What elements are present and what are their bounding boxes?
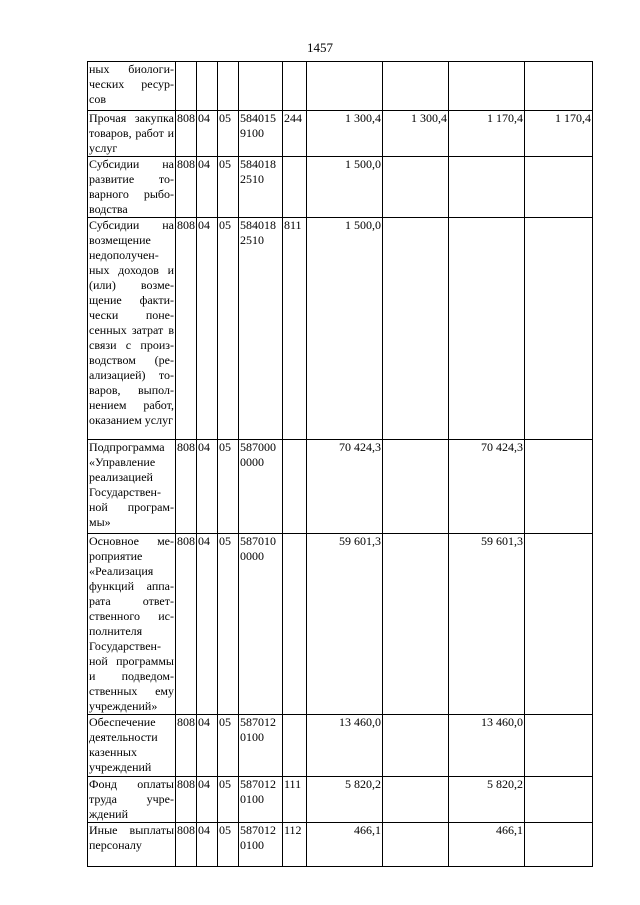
- target-article-code: 5870000000: [239, 440, 283, 534]
- target-article-code: [239, 62, 283, 111]
- section-code: 04: [197, 111, 218, 157]
- row-name: Субсидии на возмещение недополучен-ных доходов и (или) возме-щение факти-чески поне-сенных затрат в связи с произ-водством (ре-ализацией) то-варов, выпол-нением работ, оказанием услуг: [88, 218, 176, 440]
- amount-2: [383, 157, 449, 218]
- expense-type-code: [283, 534, 307, 715]
- admin-code: 808: [176, 823, 197, 867]
- amount-4: [525, 823, 593, 867]
- row-name: Основное ме-роприятие «Реализация функций аппа-рата ответ-ственного ис-полнителя Государствен-ной программы и подведом-ственных ему учреждений»: [89, 534, 174, 713]
- amount-3: 466,1: [449, 823, 525, 867]
- admin-code: 808: [176, 534, 197, 715]
- row-name: Прочая закупка товаров, работ и услуг: [89, 111, 174, 155]
- amount-2: [383, 440, 449, 534]
- subsection-code: 05: [218, 823, 239, 867]
- amount-3: 13 460,0: [449, 715, 525, 777]
- subsection-code: [218, 62, 239, 111]
- budget-table: [87, 61, 593, 867]
- subsection-code: 05: [218, 777, 239, 823]
- amount-2: 1 300,4: [383, 111, 449, 157]
- admin-code: 808: [176, 111, 197, 157]
- amount-1: 1 300,4: [307, 111, 383, 157]
- amount-1: 70 424,3: [307, 440, 383, 534]
- amount-3: 59 601,3: [449, 534, 525, 715]
- amount-4: [525, 534, 593, 715]
- amount-1: 466,1: [307, 823, 383, 867]
- section-code: 04: [197, 534, 218, 715]
- table-row: [88, 62, 593, 111]
- table-row: [88, 534, 593, 715]
- row-name: Обеспечение деятельности казенных учреждений: [88, 715, 176, 777]
- amount-1: 1 500,0: [307, 218, 383, 440]
- target-article-code: 5870120100: [239, 777, 283, 823]
- admin-code: 808: [176, 777, 197, 823]
- admin-code: [176, 62, 197, 111]
- amount-4: [525, 777, 593, 823]
- expense-type-code: 811: [283, 218, 307, 440]
- expense-type-code: [283, 715, 307, 777]
- target-article-code: 5870120100: [239, 823, 283, 867]
- admin-code: 808: [176, 218, 197, 440]
- amount-4: [525, 157, 593, 218]
- amount-4: [525, 218, 593, 440]
- amount-2: [383, 823, 449, 867]
- amount-1: 13 460,0: [307, 715, 383, 777]
- target-article-code: 5840159100: [239, 111, 283, 157]
- admin-code: 808: [176, 440, 197, 534]
- row-name: ных биологи-ческих ресур-сов: [88, 62, 176, 111]
- page-number: 1457: [307, 40, 333, 55]
- subsection-code: 05: [218, 218, 239, 440]
- row-name: Иные выплаты персоналу: [88, 823, 176, 867]
- expense-type-code: 111: [283, 777, 307, 823]
- amount-4: [525, 62, 593, 111]
- section-code: [197, 62, 218, 111]
- table-row: [88, 157, 593, 218]
- section-code: 04: [197, 218, 218, 440]
- amount-2: [383, 777, 449, 823]
- amount-3: 5 820,2: [449, 777, 525, 823]
- amount-1: [307, 62, 383, 111]
- amount-3: 1 170,4: [449, 111, 525, 157]
- expense-type-code: [283, 440, 307, 534]
- row-name: Субсидии на развитие то-варного рыбо-водства: [89, 157, 174, 216]
- amount-2: [383, 715, 449, 777]
- row-name: Подпрограмма «Управление реализацией Государствен-ной програм-мы»: [88, 440, 176, 534]
- amount-3: [449, 62, 525, 111]
- subsection-code: 05: [218, 534, 239, 715]
- amount-3: [449, 157, 525, 218]
- table-row: [88, 823, 593, 867]
- amount-2: [383, 62, 449, 111]
- section-code: 04: [197, 157, 218, 218]
- section-code: 04: [197, 715, 218, 777]
- target-article-code: 5870100000: [239, 534, 283, 715]
- amount-3: [449, 218, 525, 440]
- expense-type-code: 112: [283, 823, 307, 867]
- section-code: 04: [197, 777, 218, 823]
- amount-1: 5 820,2: [307, 777, 383, 823]
- expense-type-code: [283, 157, 307, 218]
- target-article-code: 5840182510: [239, 218, 283, 440]
- amount-4: [525, 715, 593, 777]
- admin-code: 808: [176, 715, 197, 777]
- table-row: [88, 218, 593, 440]
- section-code: 04: [197, 823, 218, 867]
- amount-3: 70 424,3: [449, 440, 525, 534]
- admin-code: 808: [176, 157, 197, 218]
- subsection-code: 05: [218, 157, 239, 218]
- target-article-code: 5870120100: [239, 715, 283, 777]
- expense-type-code: 244: [283, 111, 307, 157]
- amount-4: [525, 440, 593, 534]
- table-row: [88, 777, 593, 823]
- amount-2: [383, 534, 449, 715]
- section-code: 04: [197, 440, 218, 534]
- row-name: Фонд оплаты труда учре-ждений: [89, 777, 174, 821]
- table-row: [88, 440, 593, 534]
- subsection-code: 05: [218, 715, 239, 777]
- amount-1: 59 601,3: [307, 534, 383, 715]
- amount-1: 1 500,0: [307, 157, 383, 218]
- target-article-code: 5840182510: [239, 157, 283, 218]
- subsection-code: 05: [218, 440, 239, 534]
- expense-type-code: [283, 62, 307, 111]
- table-body: [88, 62, 593, 867]
- table-row: [88, 111, 593, 157]
- amount-2: [383, 218, 449, 440]
- amount-4: 1 170,4: [525, 111, 593, 157]
- table-row: [88, 715, 593, 777]
- subsection-code: 05: [218, 111, 239, 157]
